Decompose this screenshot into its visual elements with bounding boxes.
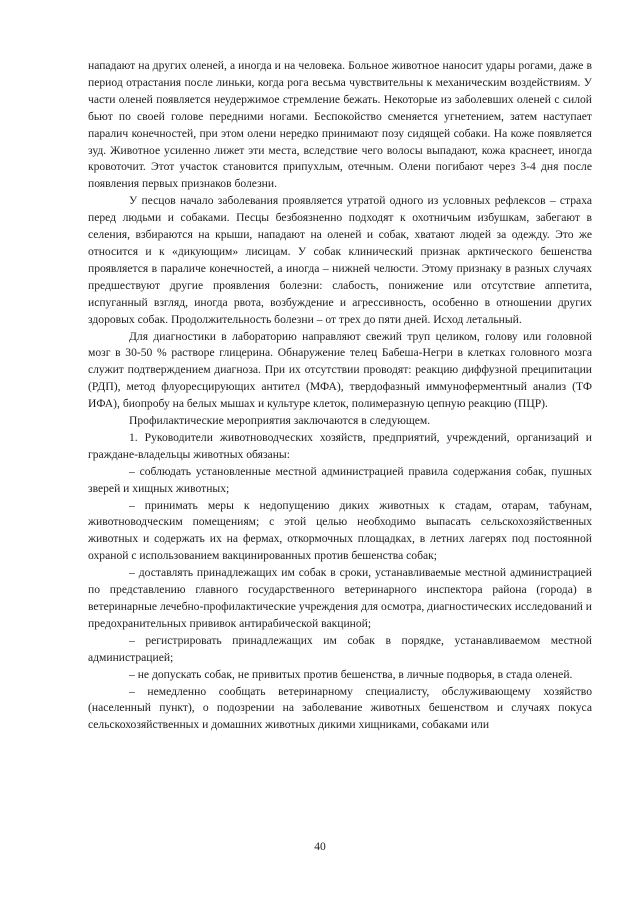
paragraph-dash-item-rules: – соблюдать установленные местной администрацией правила содержания собак, пушных зверей и хищных животных; <box>88 464 592 495</box>
paragraph-reindeer-symptoms: нападают на других оленей, а иногда и на человека. Больное животное наносит удары рогами, даже в период отрастания после линьки, когда рога весьма чувствительны к механическим воздействиям. У части оленей появляется неудержимое стремление бежать. Некоторые из заболевших оленей с силой бьют по своей голове передними ногами. Беспокойство сменяется угнетением, затем наступает паралич конечностей, при этом олени нередко принимают позу сидящей собаки. На коже появляется зуд. Животное усиленно лижет эти места, вследствие чего волосы выпадают, кожа краснеет, иногда кровоточит. Этот участок становится припухлым, отечным. Олени погибают через 3-4 дня после появления первых признаков болезни. <box>88 59 592 191</box>
paragraph-prevention-item-1: 1. Руководители животноводческих хозяйств, предприятий, учреждений, организаций и граждане-владельцы животных обязаны: <box>88 430 592 461</box>
paragraph-dash-item-vaccination: – доставлять принадлежащих им собак в сроки, устанавливаемые местной администрацией по представлению главного государственного ветеринарного инспектора района (города) в ветеринарные лечебно-профилактические учреждения для осмотра, диагностических исследований и предохранительных прививок антирабической вакциной; <box>88 566 592 630</box>
paragraph-dash-item-report: – немедленно сообщать ветеринарному специалисту, обслуживающему хозяйство (населенный пункт), о подозрении на заболевание животных бешенством и случаях покуса сельскохозяйственных и домашних животных дикими хищниками, собаками или <box>88 684 592 732</box>
paragraph-prevention-intro: Профилактические мероприятия заключаются в следующем. <box>129 414 431 428</box>
paragraph-arctic-fox-symptoms: У песцов начало заболевания проявляется утратой одного из условных рефлексов – страха перед людьми и собаками. Песцы безбоязненно подходят к охотничьим избушкам, забегают в селения, взбираются на крыши, нападают на оленей и собак, хватают людей за одежду. Это же относится и к «дикующим» лисицам. У собак клинический признак арктического бешенства проявляется в параличе конечностей, а иногда – нижней челюсти. Этому признаку в разных случаях предшествуют другие проявления болезни: слабость, понижение или отсутствие аппетита, испуганный взгляд, иногда рвота, возбуждение и агрессивность, особенно в отношении других здоровых собак. Продолжительность болезни – от трех до пяти дней. Исход летальный. <box>88 194 592 326</box>
paragraph-diagnostics: Для диагностики в лабораторию направляют свежий труп целиком, голову или головной мозг в 30-50 % растворе глицерина. Обнаружение телец Бабеша-Негри в клетках головного мозга служит подтверждением диагноза. При их отсутствии проводят: реакцию диффузной преципитации (РДП), метод флуоресцирующих антител (МФА), твердофазный иммуноферментный анализ (ТФ ИФА), биопробу на белых мышах и культуре клеток, полимеразную цепную реакцию (ПЦР). <box>88 329 592 411</box>
document-page <box>88 58 592 734</box>
paragraph-dash-item-registration: – регистрировать принадлежащих им собак в порядке, устанавливаемом местной администрацией; <box>88 633 592 664</box>
page-number: 40 <box>314 840 326 853</box>
paragraph-dash-item-wild-animals: – принимать меры к недопущению диких животных к стадам, отарам, табунам, животноводческим помещениям; с этой целью необходимо выпасать сельскохозяйственных животных и содержать их на фермах, откормочных площадках, в летних лагерях под постоянной охраной с использованием вакцинированных против бешенства собак; <box>88 498 592 563</box>
paragraph-dash-item-unvaccinated: – не допускать собак, не привитых против бешенства, в личные подворья, в стада оленей. <box>129 667 573 681</box>
